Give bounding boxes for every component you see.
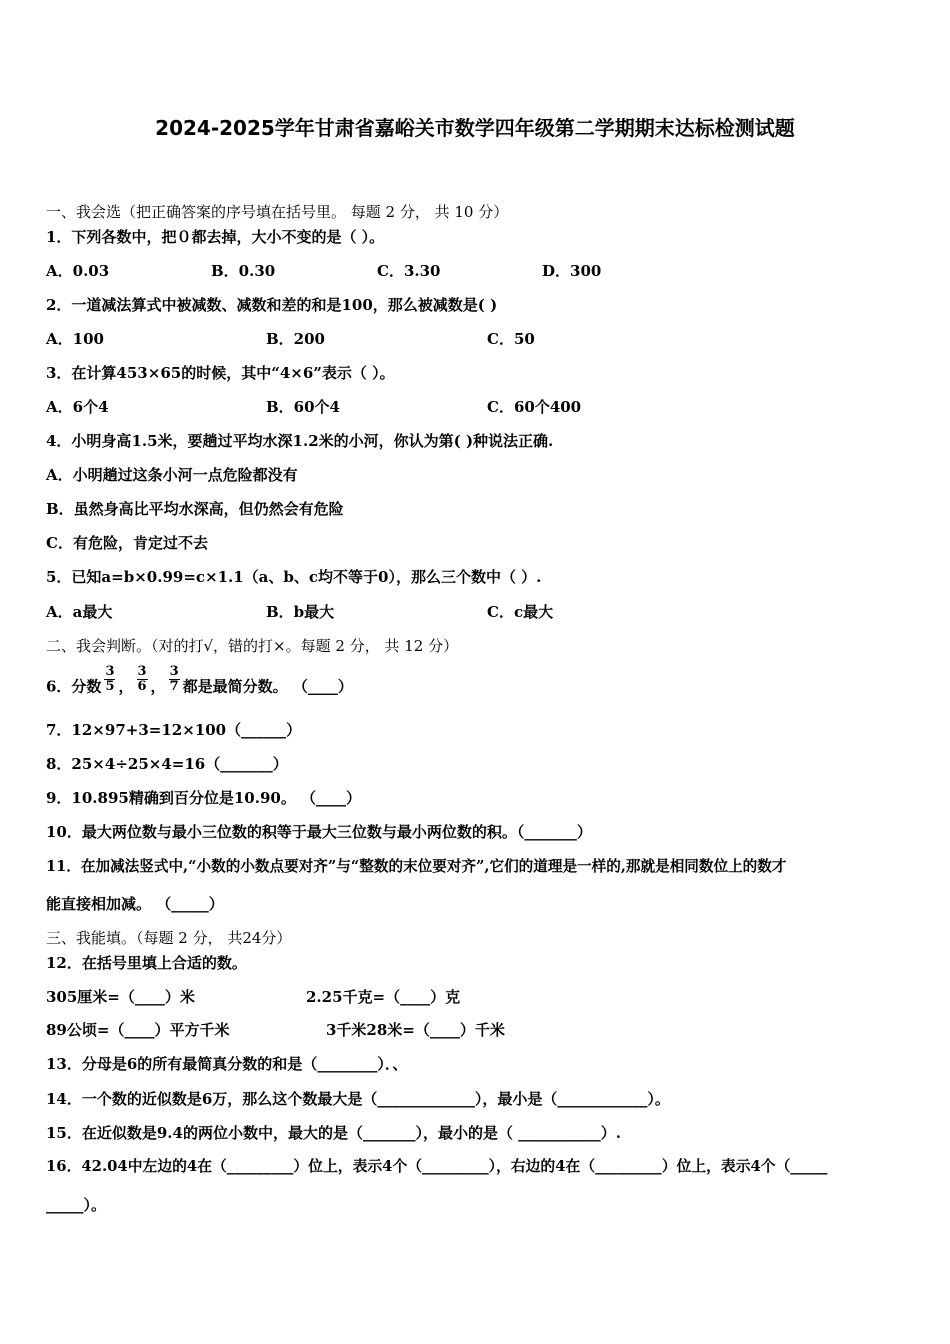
- question-6: 6．分数 $\frac{3}{5}$ ， $\frac{3}{6}$ ， $\frac{3}{7}$ 都是最简分数。 （____）: [46, 664, 353, 696]
- question-9: 9．10.895精确到百分位是10.90。 （____）: [46, 789, 362, 807]
- question-14: 14．一个数的近似数是6万，那么这个数最大是（_____________），最小是（____________）。: [46, 1090, 670, 1108]
- question-16-continued: _____）。: [46, 1196, 107, 1214]
- question-11: 11．在加减法竖式中,“小数的小数点要对齐”与“整数的末位要对齐”,它们的道理是一样的,那就是相同数位上的数才: [46, 858, 787, 875]
- q2-option-a: A．100: [46, 330, 104, 348]
- question-13: 13．分母是6的所有最简真分数的和是（________）．、: [46, 1055, 408, 1073]
- section-1-heading: 一、我会选（把正确答案的序号填在括号里。 每题 2 分， 共 10 分）: [46, 203, 509, 221]
- fraction-3-6: $\frac{3}{6}$: [137, 664, 147, 694]
- q12-item-3: 89公顷=（____）平方千米: [46, 1021, 230, 1039]
- question-15: 15．在近似数是9.4的两位小数中，最大的是（_______），最小的是（ ___________）.: [46, 1124, 621, 1142]
- section-2-heading: 二、我会判断。（对的打√，错的打×。每题 2 分， 共 12 分）: [46, 637, 459, 655]
- q1-option-c: C．3.30: [377, 262, 441, 280]
- page-title: 2024-2025学年甘肃省嘉峪关市数学四年级第二学期期末达标检测试题: [155, 116, 795, 140]
- question-16: 16．42.04中左边的4在（_________）位上，表示4个（_________），右边的4在（_________）位上，表示4个（_____: [46, 1158, 828, 1175]
- question-12: 12．在括号里填上合适的数。: [46, 954, 247, 972]
- question-1: 1．下列各数中，把０都去掉，大小不变的是（ ）。: [46, 228, 385, 246]
- section-3-heading: 三、我能填。（每题 2 分， 共24分）: [46, 929, 292, 947]
- question-4: 4．小明身高1.5米，要趟过平均水深1.2米的小河，你认为第( )种说法正确.: [46, 432, 554, 450]
- question-3: 3．在计算453×65的时候，其中“4×6”表示（ ）。: [46, 364, 395, 382]
- q3-option-a: A．6个4: [46, 398, 109, 416]
- fraction-3-7: $\frac{3}{7}$: [169, 664, 179, 694]
- q12-item-2: 2.25千克=（____）克: [306, 988, 461, 1006]
- q5-option-c: C．c最大: [487, 603, 554, 621]
- q2-option-b: B．200: [266, 330, 325, 348]
- question-2: 2．一道减法算式中被减数、减数和差的和是100，那么被减数是( ): [46, 296, 498, 314]
- q1-option-b: B．0.30: [211, 262, 276, 280]
- fraction-3-5: $\frac{3}{5}$: [105, 664, 115, 694]
- question-10: 10．最大两位数与最小三位数的积等于最大三位数与最小两位数的积。（_______）: [46, 823, 592, 841]
- q1-option-d: D．300: [542, 262, 602, 280]
- q3-option-b: B．60个4: [266, 398, 340, 416]
- question-8: 8．25×4÷25×4=16（_______）: [46, 755, 288, 773]
- question-11-continued: 能直接相加减。 （_____）: [46, 895, 224, 913]
- q6-prefix: 6．分数: [46, 677, 102, 696]
- q3-option-c: C．60个400: [487, 398, 582, 416]
- q5-option-a: A．a最大: [46, 603, 113, 621]
- q4-option-a: A．小明趟过这条小河一点危险都没有: [46, 466, 298, 484]
- q4-option-c: C．有危险，肯定过不去: [46, 534, 208, 552]
- q12-item-4: 3千米28米=（____）千米: [326, 1021, 505, 1039]
- q2-option-c: C．50: [487, 330, 535, 348]
- q6-suffix: 都是最简分数。 （____）: [182, 677, 353, 696]
- q1-option-a: A．0.03: [46, 262, 110, 280]
- q12-item-1: 305厘米=（____）米: [46, 988, 195, 1006]
- q5-option-b: B．b最大: [266, 603, 335, 621]
- question-7: 7．12×97+3=12×100（______）: [46, 721, 302, 739]
- question-5: 5．已知a=b×0.99=c×1.1（a、b、c均不等于0），那么三个数中（ ）.: [46, 568, 542, 586]
- q4-option-b: B．虽然身高比平均水深高，但仍然会有危险: [46, 500, 344, 518]
